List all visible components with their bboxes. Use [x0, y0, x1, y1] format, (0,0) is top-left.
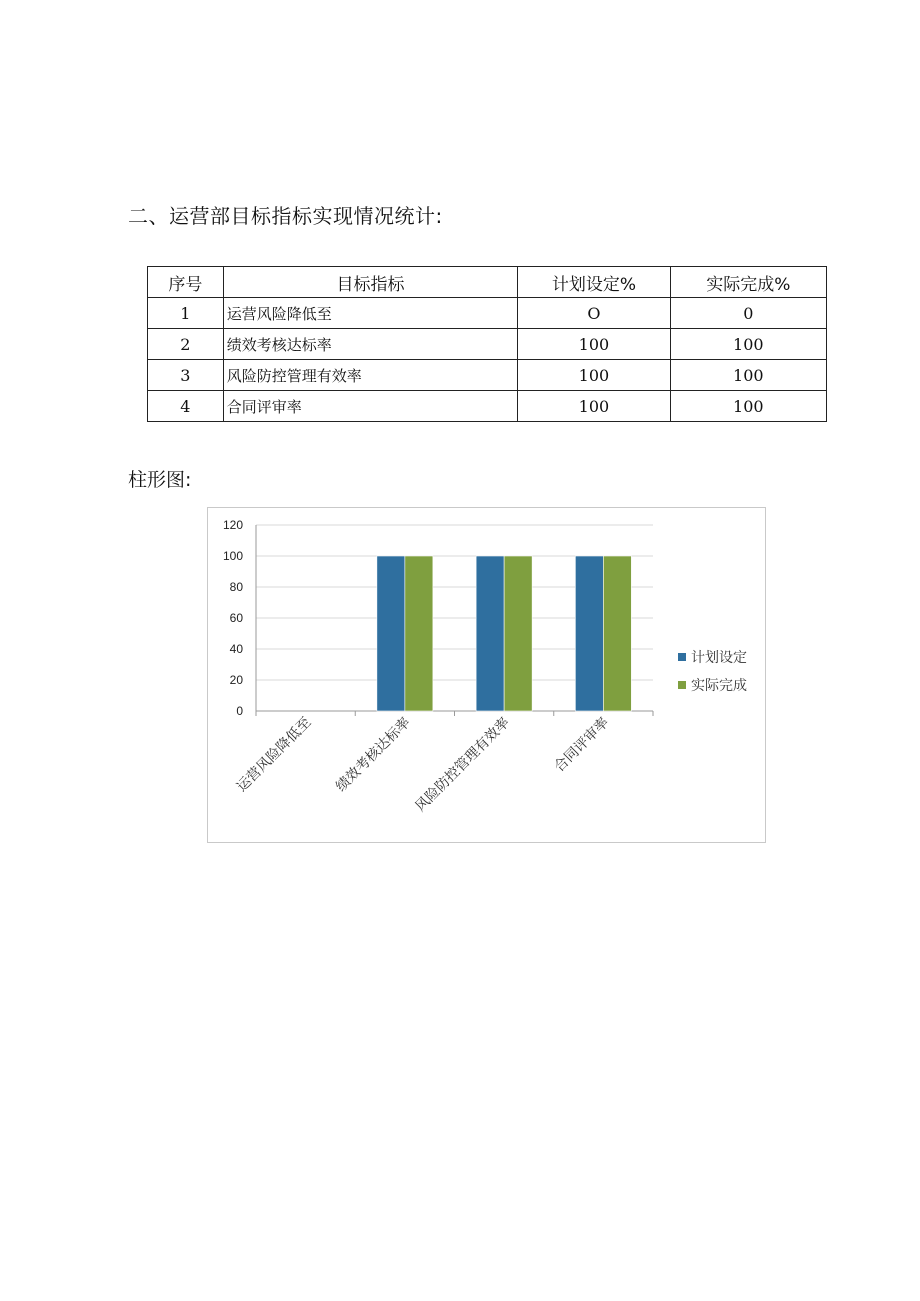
row-actual: 100 [670, 360, 826, 391]
table-row [148, 329, 827, 360]
bar-actual [405, 556, 433, 711]
bar-actual [504, 556, 532, 711]
y-tick-label: 80 [229, 580, 243, 594]
section-heading: 二、运营部目标指标实现情况统计: [128, 204, 443, 228]
row-index: 3 [148, 360, 224, 391]
header-index: 序号 [148, 267, 224, 298]
row-index: 4 [148, 391, 224, 422]
row-index: 1 [148, 298, 224, 329]
row-actual: 100 [670, 329, 826, 360]
row-actual: 0 [670, 298, 826, 329]
bar-plan [377, 556, 405, 711]
header-target: 目标指标 [223, 267, 518, 298]
y-tick-label: 120 [222, 518, 243, 532]
x-category-label: 风险防控管理有效率 [412, 714, 513, 815]
y-tick-label: 20 [229, 673, 243, 687]
row-index: 2 [148, 329, 224, 360]
x-category-label: 合同评审率 [551, 714, 613, 776]
table-header-row [148, 267, 827, 298]
table-row [148, 391, 827, 422]
y-tick-label: 100 [222, 549, 243, 563]
row-target: 绩效考核达标率 [223, 329, 518, 360]
header-plan: 计划设定% [518, 267, 670, 298]
header-actual: 实际完成% [670, 267, 826, 298]
legend-label: 实际完成 [691, 678, 747, 694]
legend-swatch [678, 653, 686, 661]
bar-actual [603, 556, 631, 711]
row-plan: 100 [518, 360, 670, 391]
row-target: 合同评审率 [223, 391, 518, 422]
row-plan: 100 [518, 391, 670, 422]
row-target: 风险防控管理有效率 [223, 360, 518, 391]
table-row [148, 298, 827, 329]
y-tick-label: 60 [229, 611, 243, 625]
x-category-label: 绩效考核达标率 [333, 714, 414, 796]
row-plan: 100 [518, 329, 670, 360]
bar-plan [476, 556, 504, 711]
target-stats-table [147, 266, 827, 422]
bar-plan [575, 556, 603, 711]
y-tick-label: 0 [236, 704, 243, 718]
row-plan: O [518, 298, 670, 329]
legend-swatch [678, 681, 686, 689]
table-row [148, 360, 827, 391]
x-category-label: 运营风险降低至 [233, 714, 315, 796]
legend-label: 计划设定 [691, 650, 747, 666]
y-tick-label: 40 [229, 642, 243, 656]
row-target: 运营风险降低至 [223, 298, 518, 329]
chart-heading: 柱形图: [128, 469, 192, 491]
bar-chart [207, 507, 766, 843]
row-actual: 100 [670, 391, 826, 422]
bar-chart-svg [208, 508, 767, 844]
